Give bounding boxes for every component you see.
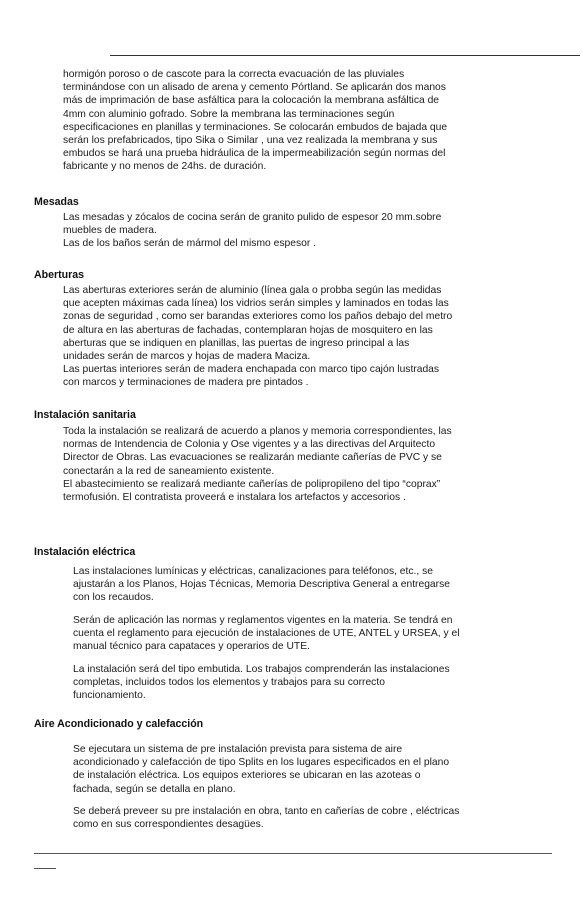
electrica-paragraph-1 [73, 565, 558, 605]
text-line: Serán de aplicación las normas y reglamentos vigentes en la materia. Se tendrá en [73, 615, 453, 626]
header-rule [110, 55, 580, 56]
text-line: acondicionado y calefacción de tipo Splits en los lugares especificados en el plano [73, 757, 450, 769]
aire-paragraph-2 [73, 805, 558, 831]
text-line: Las mesadas y zócalos de cocina serán de granito pulido de espesor 20 mm.sobre [63, 212, 442, 223]
text-line: termofusión. El contratista proveerá e instalara los artefactos y accesorios . [63, 492, 406, 504]
section-heading-mesadas: Mesadas [34, 196, 79, 208]
text-line: fachada, según se detalla en plano. [73, 783, 236, 795]
text-line: Las instalaciones lumínicas y eléctricas, canalizaciones para teléfonos, etc., se [73, 566, 434, 577]
text-line: hormigón poroso o de cascote para la correcta evacuación de las pluviales [63, 69, 405, 80]
text-line: unidades serán de marcos y hojas de madera Maciza. [63, 351, 311, 363]
text-line: que acepten máximas cada línea) los vidrios serán simples y laminados en todas las [63, 298, 449, 310]
text-line: completas, incluidos todos los elementos y trabajos para su correcto [73, 677, 385, 689]
electrica-paragraph-3 [73, 663, 558, 703]
text-line: Las aberturas exteriores serán de aluminio (línea gala o probba según las medidas [63, 285, 442, 296]
text-line: de instalación eléctrica. Los equipos exteriores se ubicaran en las azoteas o [73, 770, 421, 782]
text-line: cuenta el reglamento para ejecución de instalaciones de UTE, ANTEL y URSEA, y el [73, 628, 460, 640]
section-heading-aberturas: Aberturas [34, 269, 85, 281]
text-line: funcionamiento. [73, 690, 146, 702]
section-heading-sanitaria: Instalación sanitaria [34, 409, 136, 421]
mesadas-paragraph [63, 211, 558, 251]
text-line: Las puertas interiores serán de madera enchapada con marco tipo cajón lustradas [63, 364, 440, 376]
text-line: Se deberá preveer su pre instalación en obra, tanto en cañerías de cobre , eléctricas [73, 806, 460, 817]
text-line: Se ejecutara un sistema de pre instalación prevista para sistema de aire [73, 744, 403, 755]
text-line: terminándose con un alisado de arena y cemento Pórtland. Se aplicarán dos manos [63, 82, 446, 94]
text-line: Las de los baños serán de mármol del mismo espesor . [63, 238, 316, 250]
section-heading-electrica: Instalación eléctrica [34, 546, 136, 558]
text-line: Toda la instalación se realizará de acuerdo a planos y memoria correspondientes, las [63, 426, 452, 437]
text-line: fabricante y no menos de 24hs. de duración. [63, 161, 267, 173]
text-line: serán los prefabricados, tipo Sika o Similar , una vez realizada la membrana y sus [63, 135, 438, 147]
text-line: embudos se hará una prueba hidráulica de la impermeabilización según normas del [63, 148, 446, 160]
footer-rule [34, 853, 552, 854]
text-line: con los recaudos. [73, 592, 154, 604]
sanitaria-paragraph [63, 425, 558, 504]
text-line: El abastecimiento se realizará mediante cañerías de polipropileno del tipo “coprax” [63, 478, 441, 490]
text-line: aberturas que se indiquen en planillas, las puertas de ingreso principal a las [63, 337, 410, 349]
text-line: La instalación será del tipo embutida. Los trabajos comprenderán las instalaciones [73, 664, 450, 675]
text-line: normas de Intendencia de Colonia y Ose vigentes y a las directivas del Arquitecto [63, 439, 436, 451]
intro-paragraph [63, 68, 553, 174]
section-heading-aire: Aire Acondicionado y calefacción [34, 718, 204, 730]
text-line: 4mm con aluminio gofrado. Sobre la membrana las terminaciones según [63, 108, 395, 120]
text-line: con marcos y terminaciones de madera pre pintados . [63, 377, 309, 389]
text-line: muebles de madera. [63, 225, 157, 237]
text-line: más de imprimación de base asfáltica para la colocación la membrana asfáltica de [63, 95, 440, 107]
electrica-paragraph-2 [73, 614, 558, 654]
text-line: como en sus correspondientes desagües. [73, 819, 264, 831]
text-line: zonas de seguridad , como ser barandas exteriores como los paños debajo del metro [63, 311, 453, 323]
aire-paragraph-1 [73, 743, 558, 796]
aberturas-paragraph [63, 284, 558, 390]
text-line: de altura en las aberturas de fachadas, contemplaran hojas de mosquitero en las [63, 324, 433, 336]
text-line: Director de Obras. Las evacuaciones se realizarán mediante cañerías de PVC y se [63, 452, 442, 464]
text-line: manual técnico para capataces y operarios de UTE. [73, 641, 310, 653]
text-line: especificaciones en planillas y terminaciones. Se colocarán embudos de bajada que [63, 121, 448, 133]
text-line: ajustarán a los Planos, Hojas Técnicas, Memoria Descriptiva General a entregarse [73, 579, 450, 591]
text-line: conectarán a la red de saneamiento existente. [63, 465, 275, 477]
footer-rule-stub [34, 868, 56, 869]
